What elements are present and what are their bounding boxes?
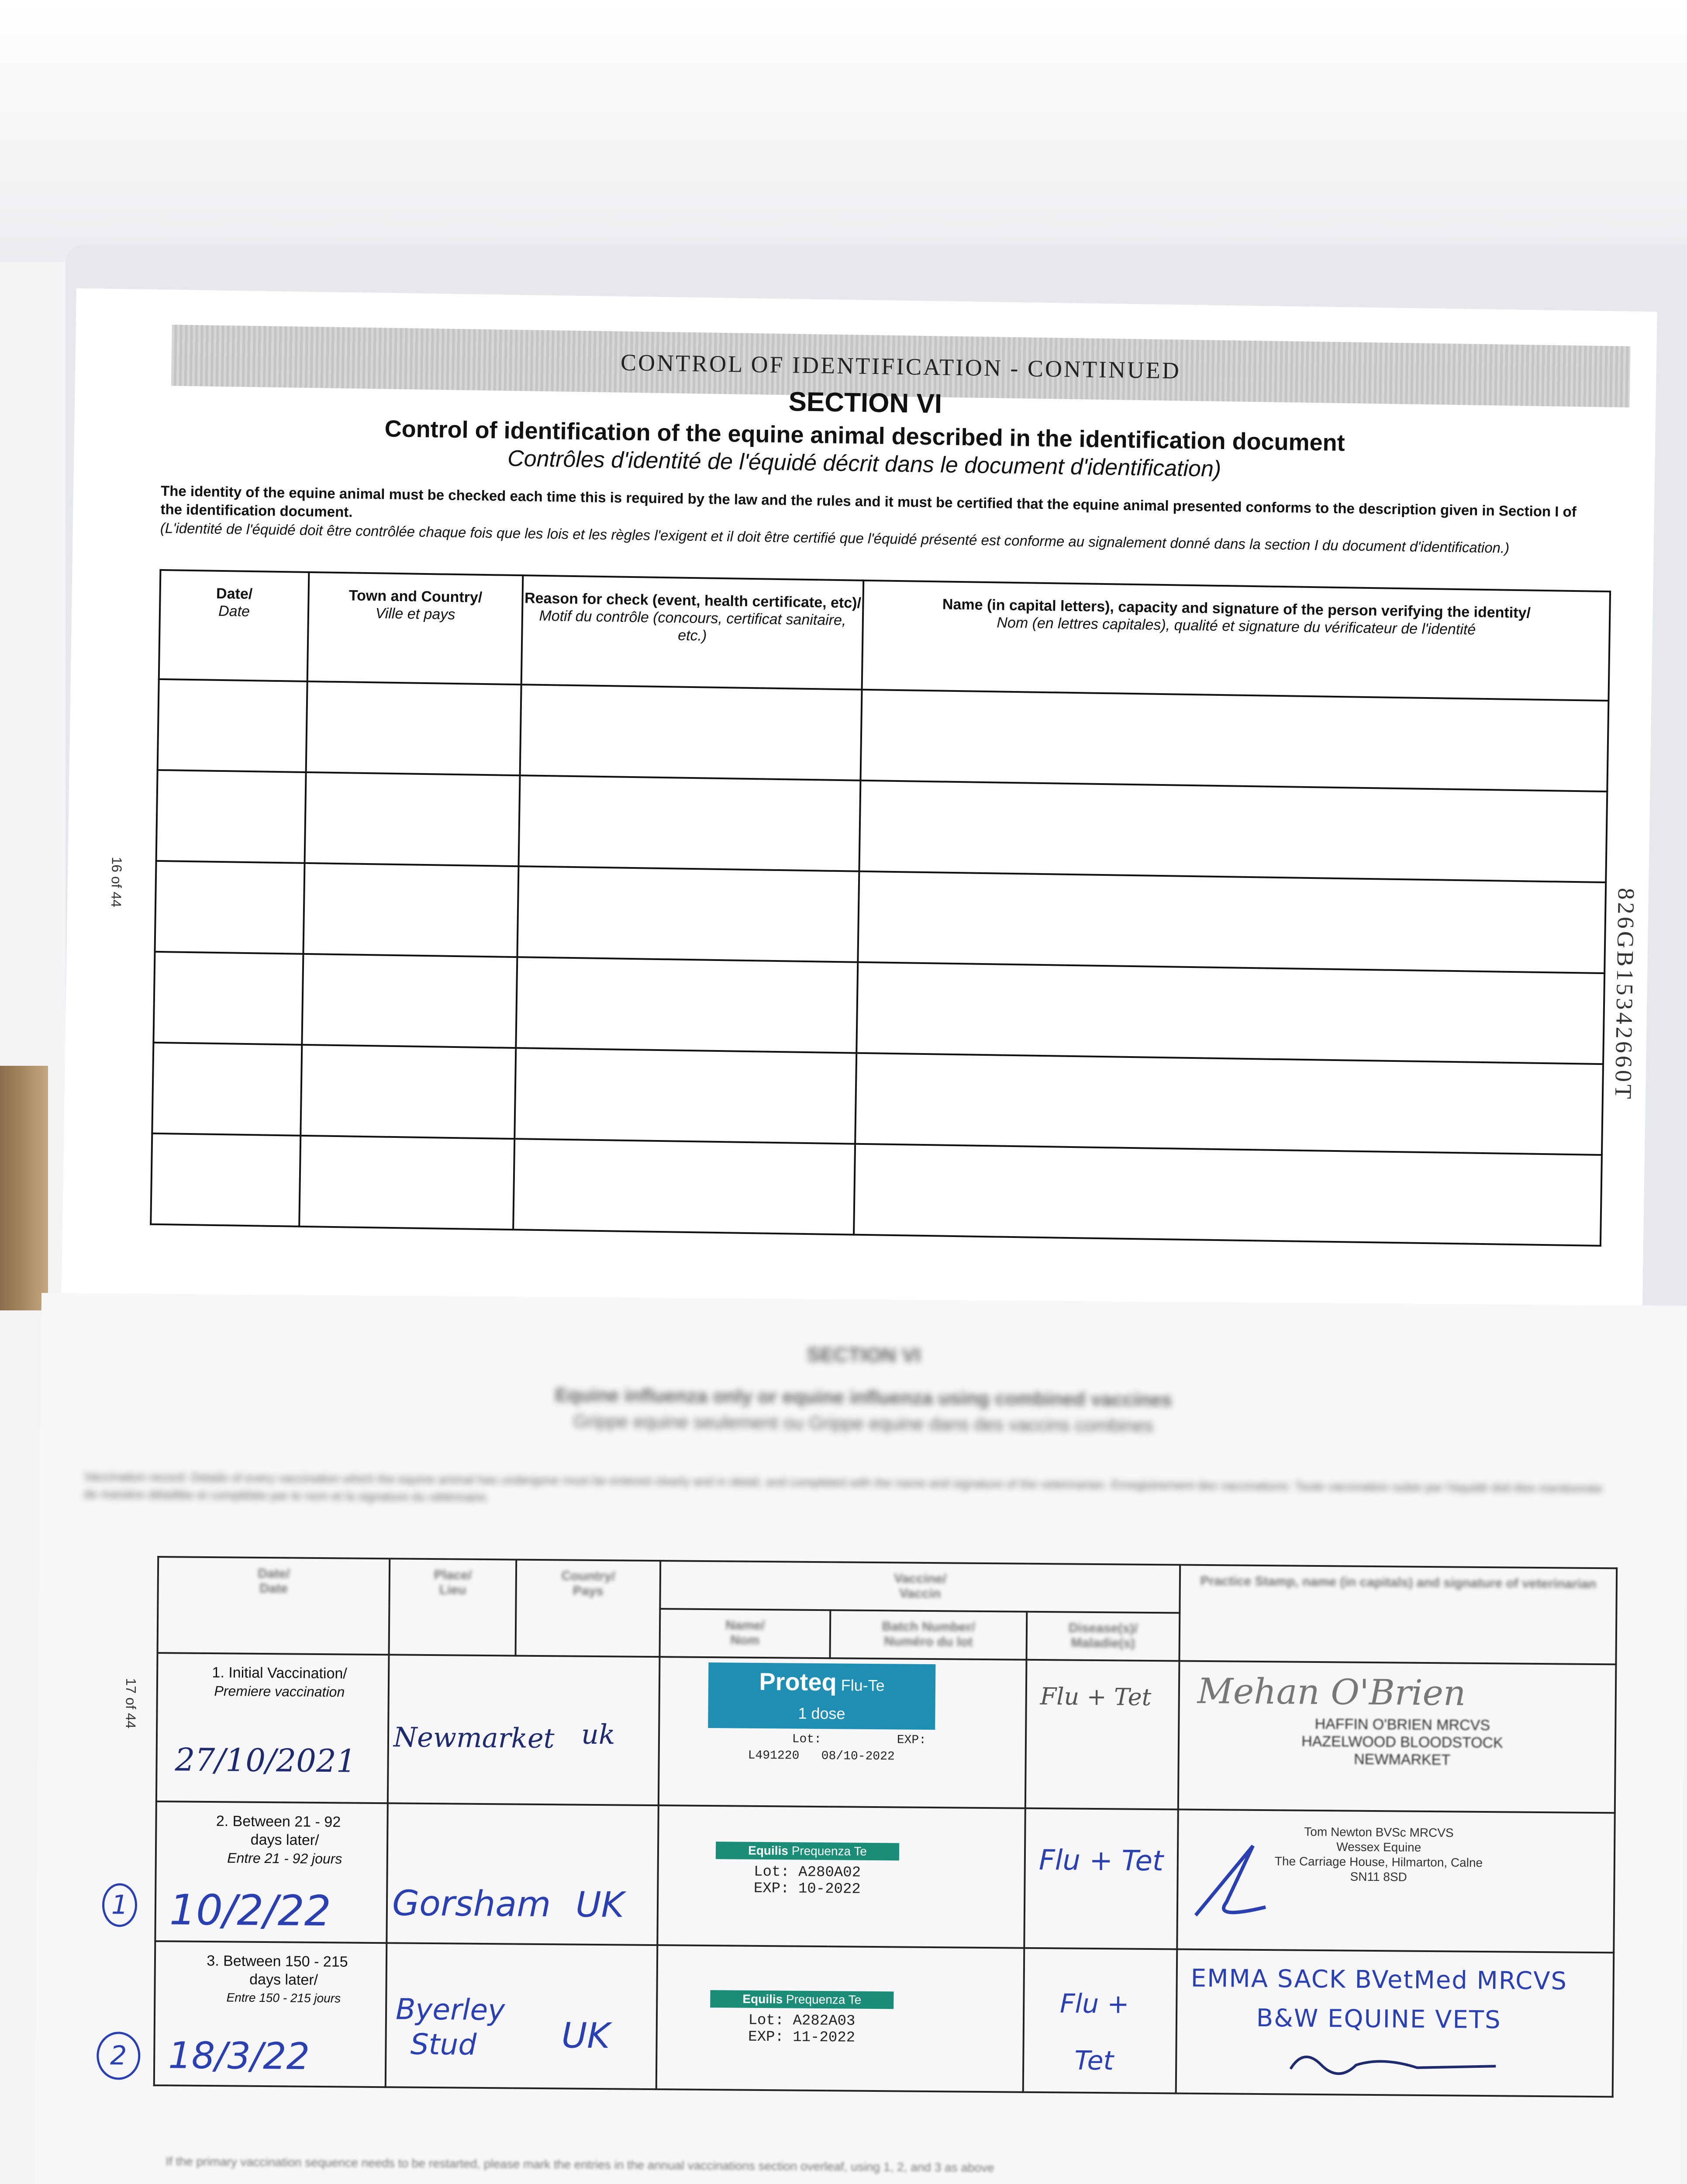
- col-header-veterinarian: Practice Stamp, name (in capitals) and signature of veterinarian: [1179, 1565, 1617, 1664]
- vaccination-row-second: [155, 1801, 1615, 1952]
- row-label: 1. Initial Vaccination/: [212, 1664, 347, 1682]
- handwritten-disease: Flu + Tet: [1040, 1682, 1152, 1711]
- heading-french-blurred: Grippe equine seulement ou Grippe equine dans des vaccins combines: [573, 1410, 1154, 1436]
- row-marker-circle: 1: [102, 1883, 138, 1927]
- page-17: [34, 1293, 1687, 2184]
- col-header-date: Date/ Date: [158, 1557, 390, 1655]
- row-label-2: days later/: [249, 1971, 318, 1989]
- handwritten-disease: Flu + Tet: [1059, 1988, 1129, 2077]
- row-label-fr: Entre 21 - 92 jours: [227, 1850, 342, 1867]
- lot-label: Lot:: [748, 2012, 784, 2029]
- exp-label: EXP:: [748, 2028, 784, 2046]
- section-title: SECTION VI: [788, 387, 942, 419]
- lot-number: A282A03: [793, 2012, 856, 2030]
- signature: [1187, 1837, 1275, 1925]
- col-header-place: Place/ Lieu: [389, 1559, 517, 1655]
- intro-french: (L'identité de l'équidé doit être contrôlée chaque fois que les lois et les règles l'exigent et il doit être certifié que l'équidé présenté est conforme au signalement donné dans la section I du document d'identification.): [160, 519, 1510, 556]
- vaccine-dose: 1 dose: [798, 1704, 845, 1723]
- handwritten-date: 10/2/22: [169, 1885, 331, 1936]
- col-header-town: Town and Country/ Ville et pays: [307, 572, 523, 684]
- col-header-reason: Reason for check (event, health certificate, etc)/ Motif du contrôle (concours, certificat sanitaire, etc.): [521, 575, 864, 690]
- intro-blurred: Vaccination record: Details of every vaccination which the equine animal has undergone must be entered clearly and in detail, and completed with the name and signature of the veterinarian. Enregistrement des vaccinations: Toute vaccination subie par l'équidé doit être mentionnée de manière détaillée et complétée par le nom et la signature du vétérinaire.: [83, 1469, 1603, 1504]
- heading-english-blurred: Equine influenza only or equine influenza using combined vaccines: [555, 1384, 1172, 1411]
- handwritten-date: 18/3/22: [168, 2034, 310, 2078]
- vaccine-label-proteq: [708, 1662, 936, 1768]
- vaccine-brand: Equilis: [748, 1843, 789, 1858]
- lot-number: L491220: [748, 1749, 800, 1763]
- expiry-date: 11-2022: [793, 2029, 856, 2046]
- page-16: [61, 288, 1657, 1351]
- handwritten-country: UK: [561, 2015, 611, 2056]
- page-number: 16 of 44: [108, 857, 125, 908]
- table-header-row: [158, 1557, 1617, 1616]
- lot-number: A280A02: [798, 1864, 861, 1881]
- handwritten-place: Byerley Stud: [395, 1992, 505, 2062]
- heading-french: Contrôles d'identité de l'équidé décrit dans le document d'identification): [507, 446, 1221, 482]
- vet-stamp: Tom Newton BVSc MRCVS Wessex Equine The Carriage House, Hilmarton, Calne SN11 8SD: [1274, 1825, 1483, 1884]
- vet-stamp: HAFFIN O'BRIEN MRCVS HAZELWOOD BLOODSTOCK NEWMARKET: [1301, 1715, 1503, 1769]
- identity-check-table: [150, 569, 1611, 1247]
- expiry-date: 10-2022: [798, 1880, 861, 1898]
- handwritten-country: uk: [581, 1718, 615, 1751]
- section-title-blurred: SECTION VI: [807, 1343, 921, 1367]
- vet-name-handwritten: EMMA SACK BVetMed MRCVS B&W EQUINE VETS: [1190, 1964, 1568, 2035]
- page-number: 17 of 44: [123, 1678, 139, 1729]
- row-label-fr: Entre 150 - 215 jours: [226, 1990, 341, 2005]
- footer-note-blurred: If the primary vaccination sequence needs to be restarted, please mark the entries in the annual vaccinations section overleaf, using 1, 2, and 3 as above: [166, 2154, 994, 2175]
- row-label: 2. Between 21 - 92: [216, 1813, 341, 1831]
- signature: [1286, 2042, 1505, 2084]
- vaccine-name: Prequenza Te: [786, 1992, 862, 2007]
- cover-edge: [0, 1066, 48, 1310]
- handwritten-disease: Flu + Tet: [1038, 1844, 1164, 1878]
- row-label-fr: Premiere vaccination: [214, 1683, 345, 1700]
- vaccine-name: Prequenza Te: [791, 1844, 867, 1858]
- expiry-date: 08/10-2022: [821, 1749, 895, 1764]
- lot-label: Lot:: [754, 1863, 790, 1881]
- row-marker-circle: 2: [97, 2032, 141, 2080]
- background: [0, 0, 1687, 262]
- lot-label: Lot:: [792, 1732, 822, 1747]
- heading-english: Control of identification of the equine animal described in the identification document: [384, 415, 1345, 456]
- col-header-date: Date/ Date: [159, 570, 309, 681]
- col-header-verifier: Name (in capital letters), capacity and signature of the person verifying the identity/ Nom (en lettres capitales), qualité et signature du vérificateur de l'identité: [862, 581, 1611, 701]
- row-label-2: days later/: [250, 1831, 319, 1849]
- handwritten-place: Gorsham: [392, 1883, 551, 1925]
- vaccine-label-equilis: [710, 1990, 894, 2051]
- col-header-country: Country/ Pays: [516, 1560, 661, 1657]
- table-header-row: [159, 570, 1610, 701]
- intro-english: The identity of the equine animal must be checked each time this is required by the law and the rules and it must be certified that the equine animal presented conforms to the description given in Section I of the identification document.: [160, 482, 1577, 520]
- col-header-vaccine: Vaccine/ Vaccin: [660, 1561, 1180, 1613]
- signature: Mehan O'Brien: [1197, 1670, 1466, 1714]
- vaccine-name: Flu-Te: [841, 1676, 885, 1695]
- vaccination-row-initial: [156, 1653, 1616, 1813]
- handwritten-place: Newmarket: [393, 1721, 555, 1755]
- vaccine-label-equilis: [715, 1842, 899, 1902]
- vaccine-brand: Proteq: [759, 1667, 837, 1696]
- vaccine-brand: Equilis: [742, 1992, 783, 2006]
- exp-label: EXP:: [897, 1733, 927, 1747]
- col-header-batch: Batch Number/ Numéro du lot: [830, 1610, 1027, 1660]
- col-header-name: Name/ Nom: [660, 1609, 831, 1658]
- document-id: 826GB15342660T: [1610, 888, 1640, 1102]
- col-header-disease: Disease(s)/ Maladie(s): [1026, 1612, 1180, 1661]
- vaccination-row-third: [154, 1941, 1614, 2097]
- exp-label: EXP:: [753, 1880, 790, 1897]
- handwritten-date: 27/10/2021: [175, 1741, 356, 1780]
- banner-title: CONTROL OF IDENTIFICATION - CONTINUED: [620, 349, 1181, 384]
- vaccination-table: [153, 1556, 1618, 2098]
- row-label: 3. Between 150 - 215: [207, 1952, 348, 1970]
- handwritten-country: UK: [575, 1884, 624, 1925]
